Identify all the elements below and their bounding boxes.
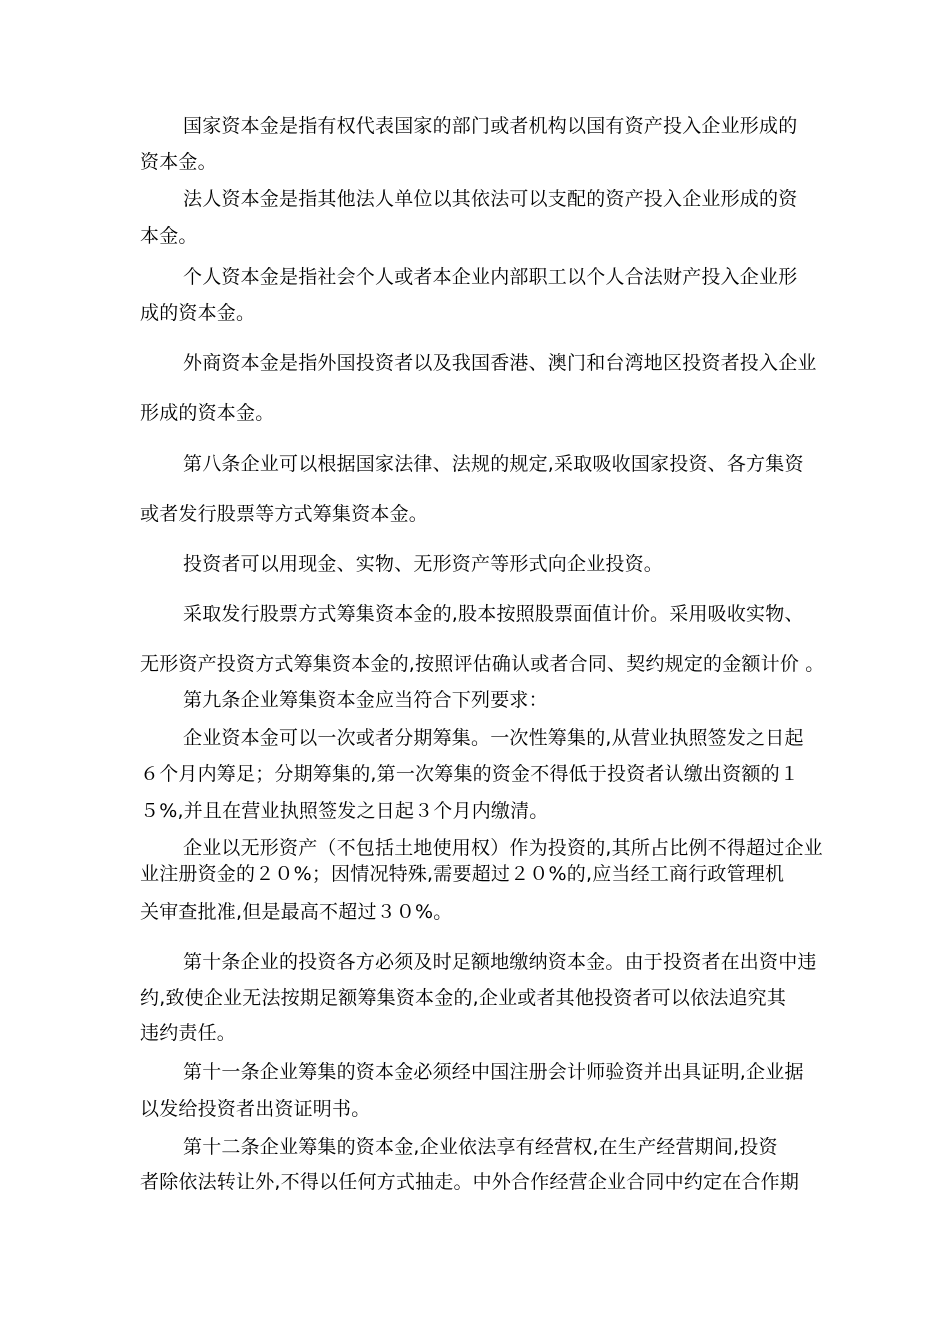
paragraph-line: 第十一条企业筹集的资本金必须经中国注册会计师验资并出具证明,企业据 <box>183 1061 804 1083</box>
paragraph-line: 第八条企业可以根据国家法律、法规的规定,采取吸收国家投资、各方集资 <box>183 453 804 475</box>
paragraph-line: 个人资本金是指社会个人或者本企业内部职工以个人合法财产投入企业形 <box>183 266 798 288</box>
paragraph-line: 国家资本金是指有权代表国家的部门或者机构以国有资产投入企业形成的 <box>183 115 798 137</box>
paragraph-line: 无形资产投资方式筹集资本金的,按照评估确认或者合同、契约规定的金额计价 。 <box>140 653 825 675</box>
paragraph-line: 者除依法转让外,不得以任何方式抽走。中外合作经营企业合同中约定在合作期 <box>140 1171 800 1193</box>
paragraph-line: 形成的资本金。 <box>140 402 275 424</box>
paragraph-line: 第十二条企业筹集的资本金,企业依法享有经营权,在生产经营期间,投资 <box>183 1136 778 1158</box>
paragraph-line: ５%,并且在营业执照签发之日起３个月内缴清。 <box>140 800 549 822</box>
paragraph-line: 企业资本金可以一次或者分期筹集。一次性筹集的,从营业执照签发之日起 <box>183 727 804 749</box>
paragraph-line: 投资者可以用现金、实物、无形资产等形式向企业投资。 <box>183 553 664 575</box>
paragraph-line: 资本金。 <box>140 151 217 173</box>
paragraph-line: 第十条企业的投资各方必须及时足额地缴纳资本金。由于投资者在出资中违 <box>183 951 817 973</box>
paragraph-line: 关审查批准,但是最高不超过３０%。 <box>140 901 453 923</box>
paragraph-line: 法人资本金是指其他法人单位以其依法可以支配的资产投入企业形成的资 <box>183 188 798 210</box>
paragraph-line: 成的资本金。 <box>140 302 256 324</box>
paragraph-line: 或者发行股票等方式筹集资本金。 <box>140 503 429 525</box>
paragraph-line: 以发给投资者出资证明书。 <box>140 1098 371 1120</box>
paragraph-line: ６个月内筹足；分期筹集的,第一次筹集的资金不得低于投资者认缴出资额的１ <box>140 763 800 785</box>
paragraph-line: 企业以无形资产（不包括土地使用权）作为投资的,其所占比例不得超过企业 <box>183 837 823 859</box>
paragraph-line: 本金。 <box>140 225 198 247</box>
paragraph-line: 采取发行股票方式筹集资本金的,股本按照股票面值计价。采用吸收实物、 <box>183 603 804 625</box>
paragraph-line: 外商资本金是指外国投资者以及我国香港、澳门和台湾地区投资者投入企业 <box>183 352 817 374</box>
paragraph-line: 约,致使企业无法按期足额筹集资本金的,企业或者其他投资者可以依法追究其 <box>140 987 787 1009</box>
paragraph-line: 业注册资金的２０%；因情况特殊,需要超过２０%的,应当经工商行政管理机 <box>140 863 785 885</box>
paragraph-line: 违约责任。 <box>140 1022 237 1044</box>
paragraph-line: 第九条企业筹集资本金应当符合下列要求： <box>183 689 548 711</box>
